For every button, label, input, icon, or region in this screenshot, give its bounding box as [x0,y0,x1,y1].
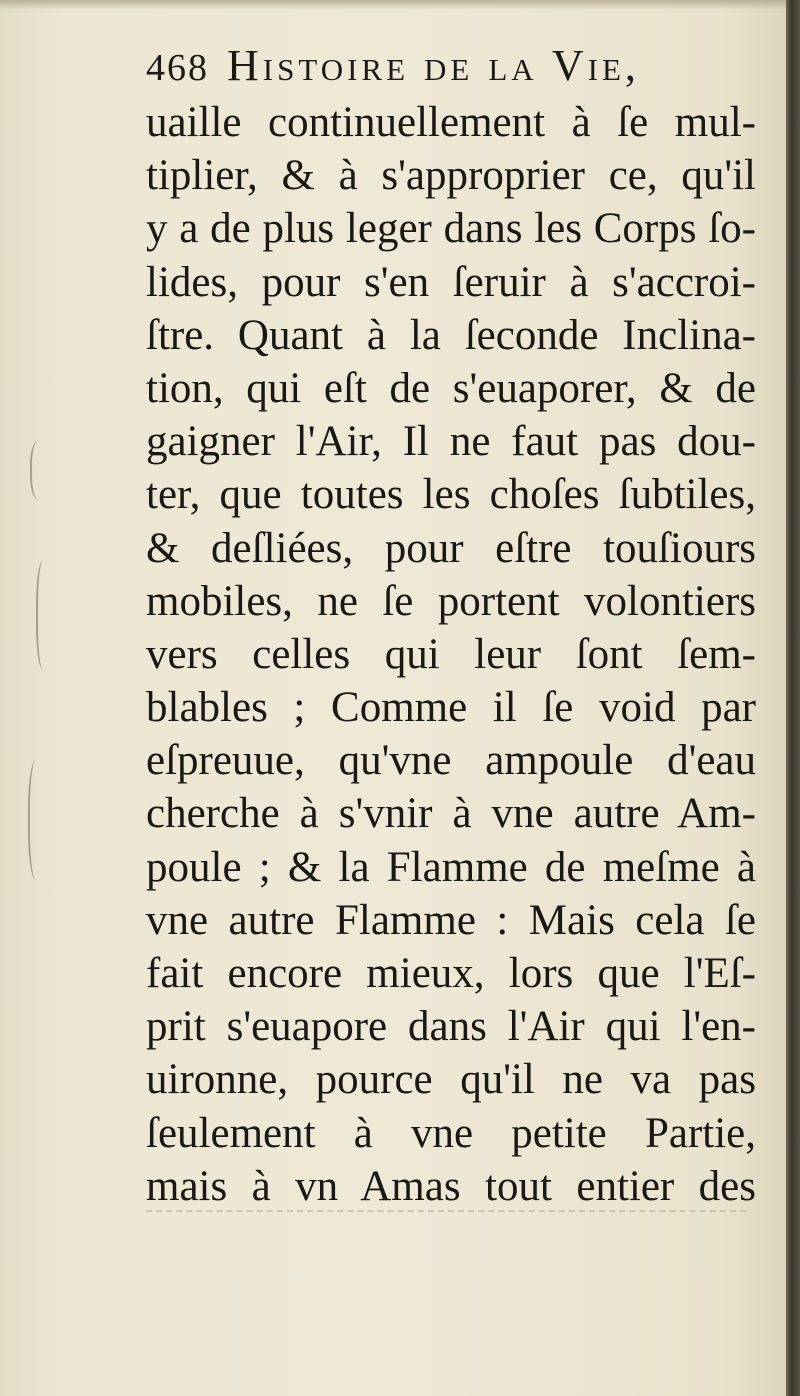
text-line: tion, qui eſt de s'euaporer, & de [146,364,756,412]
text-line: y a de plus leger dans les Corps ſo- [146,205,756,253]
text-line: lides, pour s'en ſeruir à s'accroi- [146,258,756,306]
text-line: fait encore mieux, lors que l'Eſ- [146,950,756,997]
margin-mark [28,760,48,880]
body-text [146,96,756,1213]
text-line: vne autre Flamme : Mais cela ſe [146,896,756,944]
page-header [146,40,746,92]
text-line: cherche à s'vnir à vne autre Am- [146,790,756,838]
running-title: Histoire de la Vie, [227,41,640,90]
text-line: uaille continuellement à ſe mul- [146,99,756,146]
text-line: uironne, pource qu'il ne va pas [146,1056,756,1104]
text-line: & deſliées, pour eſtre touſiours [146,524,756,572]
page-number: 468 [146,47,209,89]
text-line: mobiles, ne ſe portent volontiers [146,577,756,625]
text-line: ter, que toutes les choſes ſubtiles, [146,471,756,519]
text-line: ſtre. Quant à la ſeconde Inclina- [146,311,756,359]
page-edge [786,0,800,1396]
margin-mark [30,440,52,500]
text-line: mais à vn Amas tout entier des [146,1162,756,1210]
text-line: tiplier, & à s'approprier ce, qu'il [146,152,756,200]
page-top-shadow [0,0,786,10]
text-line: poule ; & la Flamme de meſme à [146,843,756,891]
text-line: vers celles qui leur ſont ſem- [146,630,756,678]
margin-mark [36,560,54,670]
text-line: gaigner l'Air, Il ne faut pas dou- [146,418,756,466]
text-line: blables ; Comme il ſe void par [146,684,756,732]
page-bottom-rule [146,1210,746,1212]
text-line: eſpreuue, qu'vne ampoule d'eau [146,737,756,785]
text-line: prit s'euapore dans l'Air qui l'en- [146,1003,756,1051]
text-line: ſeulement à vne petite Partie, [146,1109,756,1157]
